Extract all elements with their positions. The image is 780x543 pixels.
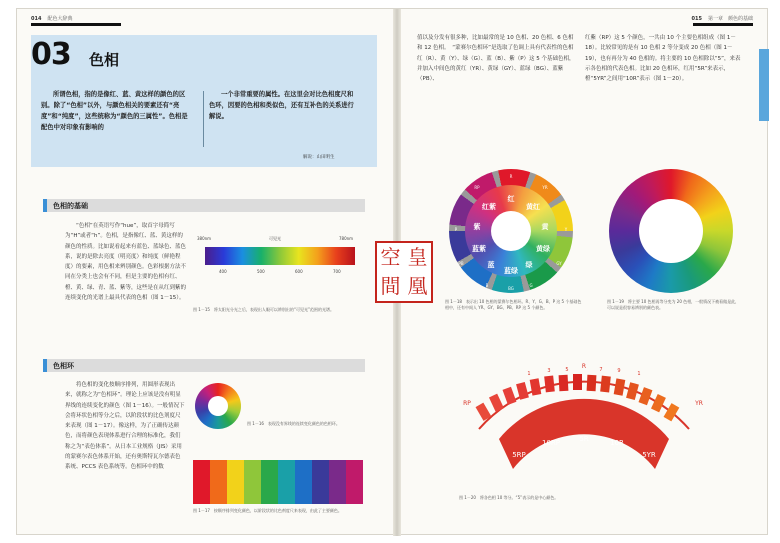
arc-num-d: 7 bbox=[599, 367, 603, 373]
page-number-left: 014 bbox=[31, 15, 42, 22]
spectrum-tick-400: 400 bbox=[219, 269, 227, 274]
arc-seg-10r: 10R bbox=[610, 439, 624, 447]
chapter-label: 第一章 颜色的基础 bbox=[707, 16, 753, 22]
section-body-hue-circle: 将色相的变化按顺序排列，用圆形表现出来，就称之为“色相环”。理论上应该是没有明显界线的连续变化的颜色（图 1－16）。一般情况下会将环状色相等分之后，以阶段状的比色剂度尺来表现（图 1－17）。像这样，为了正确传达颜色，而将颜色表现体系进行合理的标准化，我们称之为“表色体系”。从日本工业规格（JIS）采用的蒙赛尔表色体系开始，还有奥斯特瓦尔德表色系统、PCCS 表色系统等。色相环中的数 bbox=[65, 382, 185, 471]
spectrum-tick-500: 500 bbox=[257, 269, 265, 274]
seal-char-4: 凰 bbox=[407, 274, 428, 298]
wheel-label-red-purple: 红紫 bbox=[482, 203, 496, 211]
wheel-code-yr: YR bbox=[542, 185, 548, 190]
wheel-label-blue-green: 蓝绿 bbox=[504, 267, 518, 275]
spectrum-tick-600: 600 bbox=[295, 269, 303, 274]
arc-num-f: 1 bbox=[637, 371, 641, 377]
wheel-code-rp: RP bbox=[474, 185, 480, 190]
book-title: 配色大辞典 bbox=[47, 16, 73, 22]
seal-char-1: 空 bbox=[380, 245, 401, 269]
wheel-code-g: G bbox=[529, 283, 533, 288]
figure-caption-1-16: 图 1－16 表现没有界线的连续变化颜色的色相环。 bbox=[247, 421, 340, 426]
wheel-label-green: 绿 bbox=[525, 261, 533, 269]
arc-code-rp: RP bbox=[463, 400, 471, 407]
spectrum-figure bbox=[193, 225, 363, 305]
swatch-9 bbox=[329, 460, 346, 504]
swatch-4 bbox=[244, 460, 261, 504]
hue-swatch-strip bbox=[193, 460, 363, 504]
figure-caption-1-20: 图 1－20 将各色相 10 等分。“5”表示的是中心颜色。 bbox=[459, 495, 559, 500]
wheel-label-blue: 蓝 bbox=[487, 261, 495, 269]
left-page bbox=[17, 9, 395, 536]
wheel-label-purple: 紫 bbox=[473, 223, 481, 231]
seal-char-2: 皇 bbox=[407, 245, 428, 269]
spectrum-label-min: 380nm bbox=[197, 236, 212, 241]
section-body-hue-basics: “色相”在英语写作“hue”，取首字母简写为“H”或者“h”。色相，是指像红、蓝、黄这样的颜色的性质。比如说看起来有蓝色、蓝绿色、蓝色系，说的是除去亮度（明亮度）和纯度（鲜艳程度）的要素，用色相来辨别颜色。色彩根据方法不同在分类上也会有不同，但是主要的色相有红、橙、黄、绿、青、蓝、紫等，这些是在从红到紫的连续变化的光谱上最具代表的色相（图 1－15）。 bbox=[65, 223, 187, 302]
section-heading-hue-circle bbox=[43, 359, 365, 372]
swatch-6 bbox=[278, 460, 295, 504]
figure-caption-1-15: 图 1－15 将太阳光分光之后，表现出人眼可以辨别出的“可见光”范围的光谱。 bbox=[193, 307, 335, 312]
wheel-code-bg: BG bbox=[508, 286, 514, 291]
chapter-number: 03 bbox=[31, 37, 71, 72]
page-number-right: 015 bbox=[691, 15, 702, 22]
intro-author: 解说：山田明生 bbox=[303, 155, 335, 160]
running-header-left bbox=[31, 15, 72, 22]
intro-paragraph-2: 一个非常重要的属性。在这里会对比色相度尺和色环，因要的色相和类似色，还有互补色的关系进行解说。 bbox=[209, 91, 354, 120]
wheel-label-blue-purple: 蓝紫 bbox=[472, 245, 486, 253]
wheel-label-yellow-green: 黄绿 bbox=[536, 245, 550, 253]
right-page bbox=[399, 9, 769, 536]
continuous-hue-circle bbox=[195, 383, 241, 429]
running-header-right bbox=[692, 15, 753, 22]
swatch-7 bbox=[295, 460, 312, 504]
spectrum-label-max: 780nm bbox=[339, 236, 354, 241]
wheel-code-y: Y bbox=[564, 227, 568, 232]
book-spread bbox=[16, 8, 768, 535]
seal-char-3: 間 bbox=[380, 274, 401, 298]
wheel-code-p: P bbox=[454, 227, 458, 232]
red-seal-stamp bbox=[375, 241, 433, 303]
figure-caption-1-19: 图 1－19 将主要 10 色相再等分变为 20 色相，一般情况下被看做是此，可以说是很容易辨别的颜色表。 bbox=[607, 299, 740, 310]
intro-divider bbox=[203, 91, 204, 147]
wheel-code-r: R bbox=[509, 174, 513, 179]
arc-seg-5yr: 5YR bbox=[642, 451, 656, 459]
spectrum-tick-700: 700 bbox=[333, 269, 341, 274]
arc-seg-5r: 5R bbox=[579, 435, 589, 443]
wheel-1-labels bbox=[449, 169, 573, 293]
swatch-5 bbox=[261, 460, 278, 504]
spectrum-label-visible: 可见光 bbox=[269, 236, 281, 241]
header-rule-left bbox=[31, 23, 121, 26]
swatch-8 bbox=[312, 460, 329, 504]
wheel-code-gy: GY bbox=[556, 261, 562, 266]
arc-code-yr: YR bbox=[695, 400, 703, 407]
figure-caption-1-17: 图 1－17 按顺序排列变化颜色，以阶段状的比色剂度尺来表现，由此了主要颜色。 bbox=[193, 508, 342, 513]
section-heading-hue-basics bbox=[43, 199, 365, 212]
wheel-center bbox=[639, 199, 703, 263]
chapter-title: 色相 bbox=[89, 51, 120, 69]
right-body-column-1: 值以及分发有很多种，比如最常的是 10 色相、20 色相、6 色相和 12 色相。 “蒙赛尔色相环”是选取了色调上具有代表性的色相红（R）、黄（Y）、绿（G）、蓝（B）、紫（P）这 5 个基础色相，并加入中间色的黄红（YR）、黄绿（GY）、蓝绿（BG）、蓝紫（PB）、 bbox=[417, 35, 575, 83]
wheel-label-yellow: 黄 bbox=[541, 223, 549, 231]
arc-num-c: 5 bbox=[565, 367, 569, 373]
swatch-1 bbox=[193, 460, 210, 504]
arc-num-a: 1 bbox=[527, 371, 531, 377]
section-heading-label: 色相环 bbox=[53, 362, 74, 370]
arc-num-b: 3 bbox=[547, 368, 551, 374]
section-heading-label: 色相的基础 bbox=[53, 202, 88, 210]
wheel-code-pb: PB bbox=[458, 261, 464, 266]
right-body-column-2: 红紫（RP）这 5 个颜色，一共由 10 个主要色相组成（图 1－18）。比较常见的是有 10 色相 2 等分变成 20 色相（图 1－19），也有再分为 40 色相的。将主要的 10 色相除以“5”，来表示各色相的代表色相。比如 20 色相环，红用“5R”来表示，橙“5YR”之间用“10R”表示（图 1－20）。 bbox=[585, 35, 741, 83]
arc-code-r: R bbox=[581, 363, 587, 370]
wheel-label-red: 红 bbox=[507, 195, 515, 203]
arc-seg-10rp: 10RP bbox=[542, 439, 560, 447]
arc-seg-5rp: 5RP bbox=[512, 451, 526, 459]
wheel-code-b: B bbox=[485, 283, 489, 288]
intro-paragraph-1: 所谓色相，指的是像红、蓝、黄这样的颜色的区别。除了“色相”以外，与颜色相关的要素还有“亮度”和“纯度”，这些统称为“颜色的三属性”。色相是配色中对印象有影响的 bbox=[41, 91, 188, 131]
header-rule-right bbox=[693, 23, 753, 26]
wheel-label-yellow-red: 黄红 bbox=[526, 203, 540, 211]
visible-spectrum-bar bbox=[205, 247, 355, 265]
munsell-20-hue-wheel bbox=[609, 169, 733, 293]
swatch-3 bbox=[227, 460, 244, 504]
figure-caption-1-18: 图 1－18 表示出 10 色相的蒙赛尔色相环。R、Y、G、B、P 这 5 个基础色相中，还有中间人 YR、GY、BG、PB、RP 这 5 个颜色。 bbox=[445, 299, 582, 310]
hue-arc-figure bbox=[459, 359, 709, 499]
swatch-10 bbox=[346, 460, 363, 504]
arc-num-e: 9 bbox=[617, 368, 621, 374]
swatch-2 bbox=[210, 460, 227, 504]
chapter-page-tab bbox=[759, 49, 769, 121]
